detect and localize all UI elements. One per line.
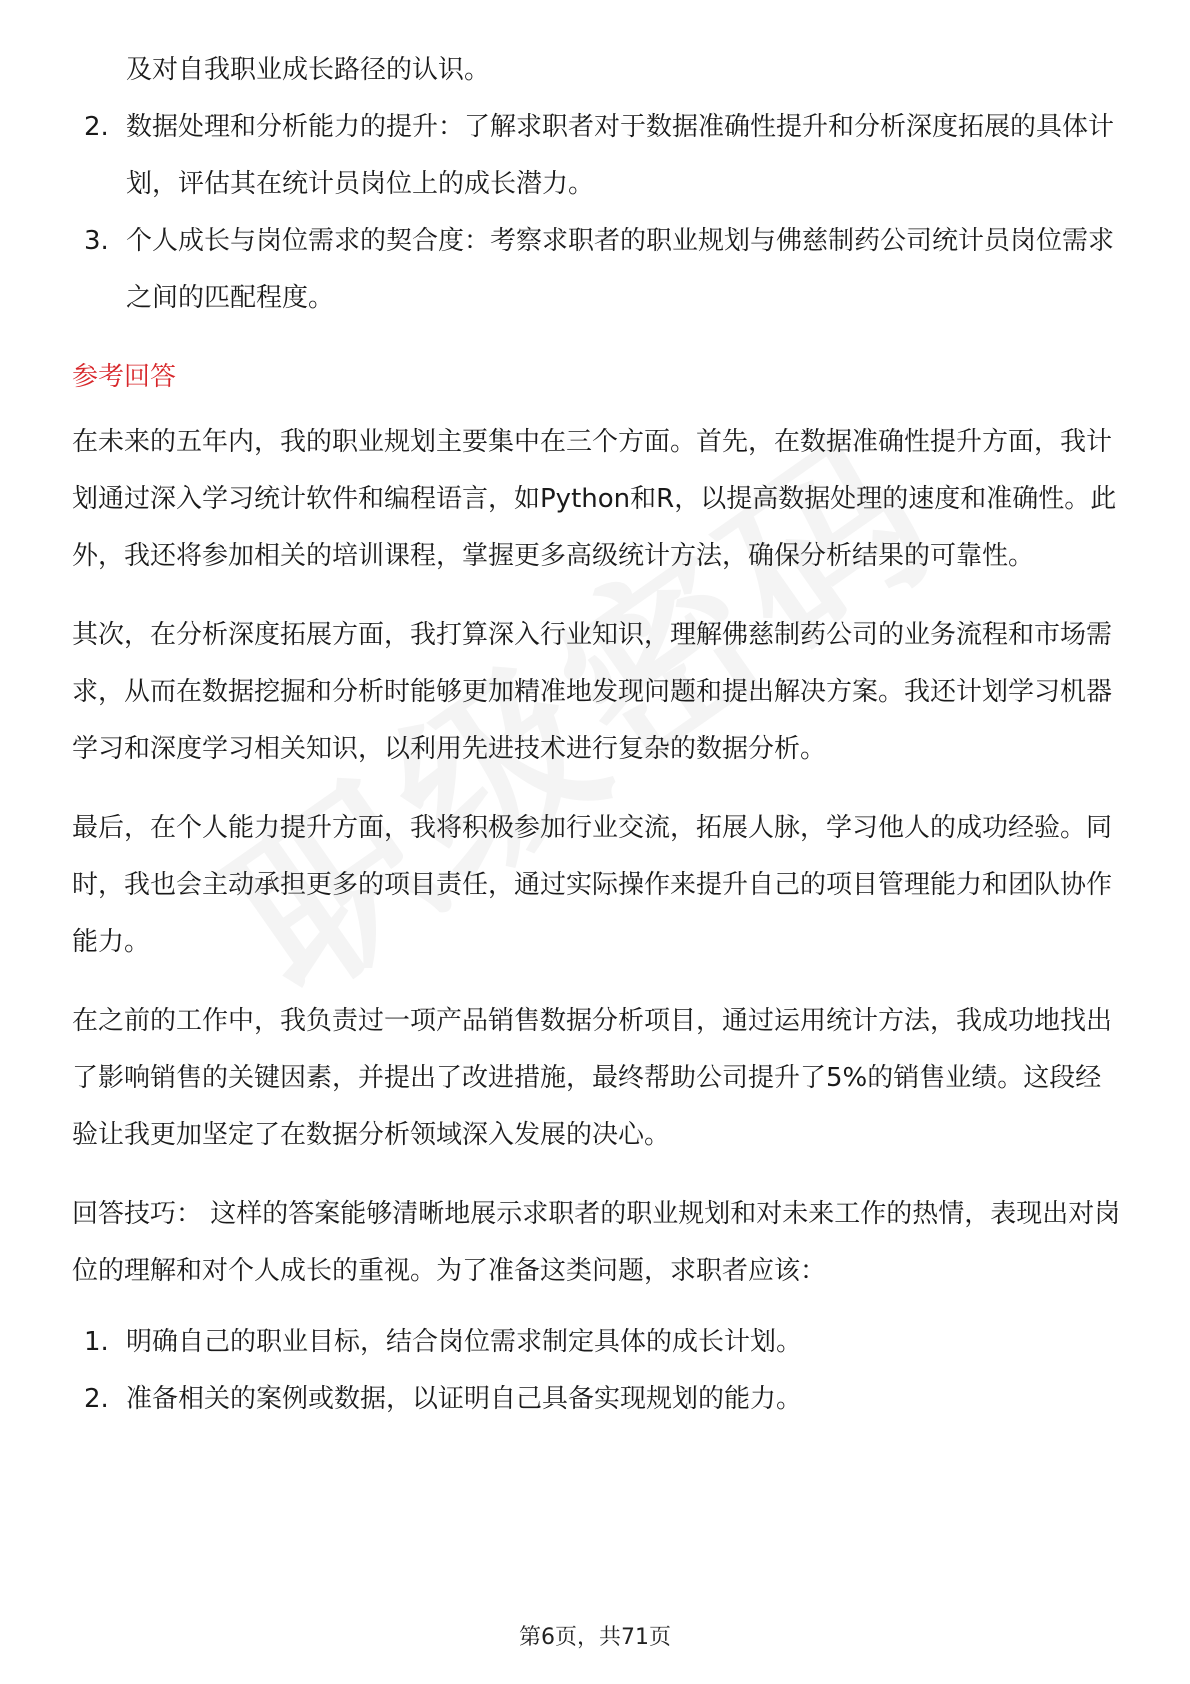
answer-paragraph: 最后，在个人能力提升方面，我将积极参加行业交流，拓展人脉，学习他人的成功经验。同时，我也会主动承担更多的项目责任，通过实际操作来提升自己的项目管理能力和团队协作能力。 xyxy=(72,813,1113,957)
list-item-text: 准备相关的案例或数据，以证明自己具备实现规划的能力。 xyxy=(126,1384,803,1414)
list-number: 2. xyxy=(84,112,109,142)
tips-list xyxy=(72,1314,1122,1428)
list-item-text: 数据处理和分析能力的提升：了解求职者对于数据准确性提升和分析深度拓展的具体计划，评估其在统计员岗位上的成长潜力。 xyxy=(126,112,1115,199)
list-item-text: 个人成长与岗位需求的契合度：考察求职者的职业规划与佛慈制药公司统计员岗位需求之间的匹配程度。 xyxy=(126,226,1115,313)
page-content xyxy=(72,42,1122,1428)
list-number: 3. xyxy=(84,226,109,256)
list-item xyxy=(72,213,1122,327)
list-item xyxy=(72,1371,1122,1428)
list-item-continuation: 及对自我职业成长路径的认识。 xyxy=(126,55,491,85)
page-number-footer: 第6页，共71页 xyxy=(519,1625,671,1650)
list-item xyxy=(72,1314,1122,1371)
answer-paragraph: 在未来的五年内，我的职业规划主要集中在三个方面。首先，在数据准确性提升方面，我计划通过深入学习统计软件和编程语言，如Python和R，以提高数据处理的速度和准确性。此外，我还将参加相关的培训课程，掌握更多高级统计方法，确保分析结果的可靠性。 xyxy=(72,427,1117,571)
answer-tips-paragraph: 回答技巧： 这样的答案能够清晰地展示求职者的职业规划和对未来工作的热情，表现出对岗位的理解和对个人成长的重视。为了准备这类问题，求职者应该： xyxy=(72,1199,1121,1286)
answer-paragraph: 其次，在分析深度拓展方面，我打算深入行业知识，理解佛慈制药公司的业务流程和市场需求，从而在数据挖掘和分析时能够更加精准地发现问题和提出解决方案。我还计划学习机器学习和深度学习相关知识，以利用先进技术进行复杂的数据分析。 xyxy=(72,620,1113,764)
list-number: 2. xyxy=(84,1384,109,1414)
evaluation-list xyxy=(72,99,1122,327)
list-item-text: 明确自己的职业目标，结合岗位需求制定具体的成长计划。 xyxy=(126,1327,803,1357)
list-item xyxy=(72,99,1122,213)
list-number: 1. xyxy=(84,1327,109,1357)
reference-answer-heading: 参考回答 xyxy=(72,362,177,392)
answer-paragraph: 在之前的工作中，我负责过一项产品销售数据分析项目，通过运用统计方法，我成功地找出了影响销售的关键因素，并提出了改进措施，最终帮助公司提升了5%的销售业绩。这段经验让我更加坚定了在数据分析领域深入发展的决心。 xyxy=(72,1006,1113,1150)
